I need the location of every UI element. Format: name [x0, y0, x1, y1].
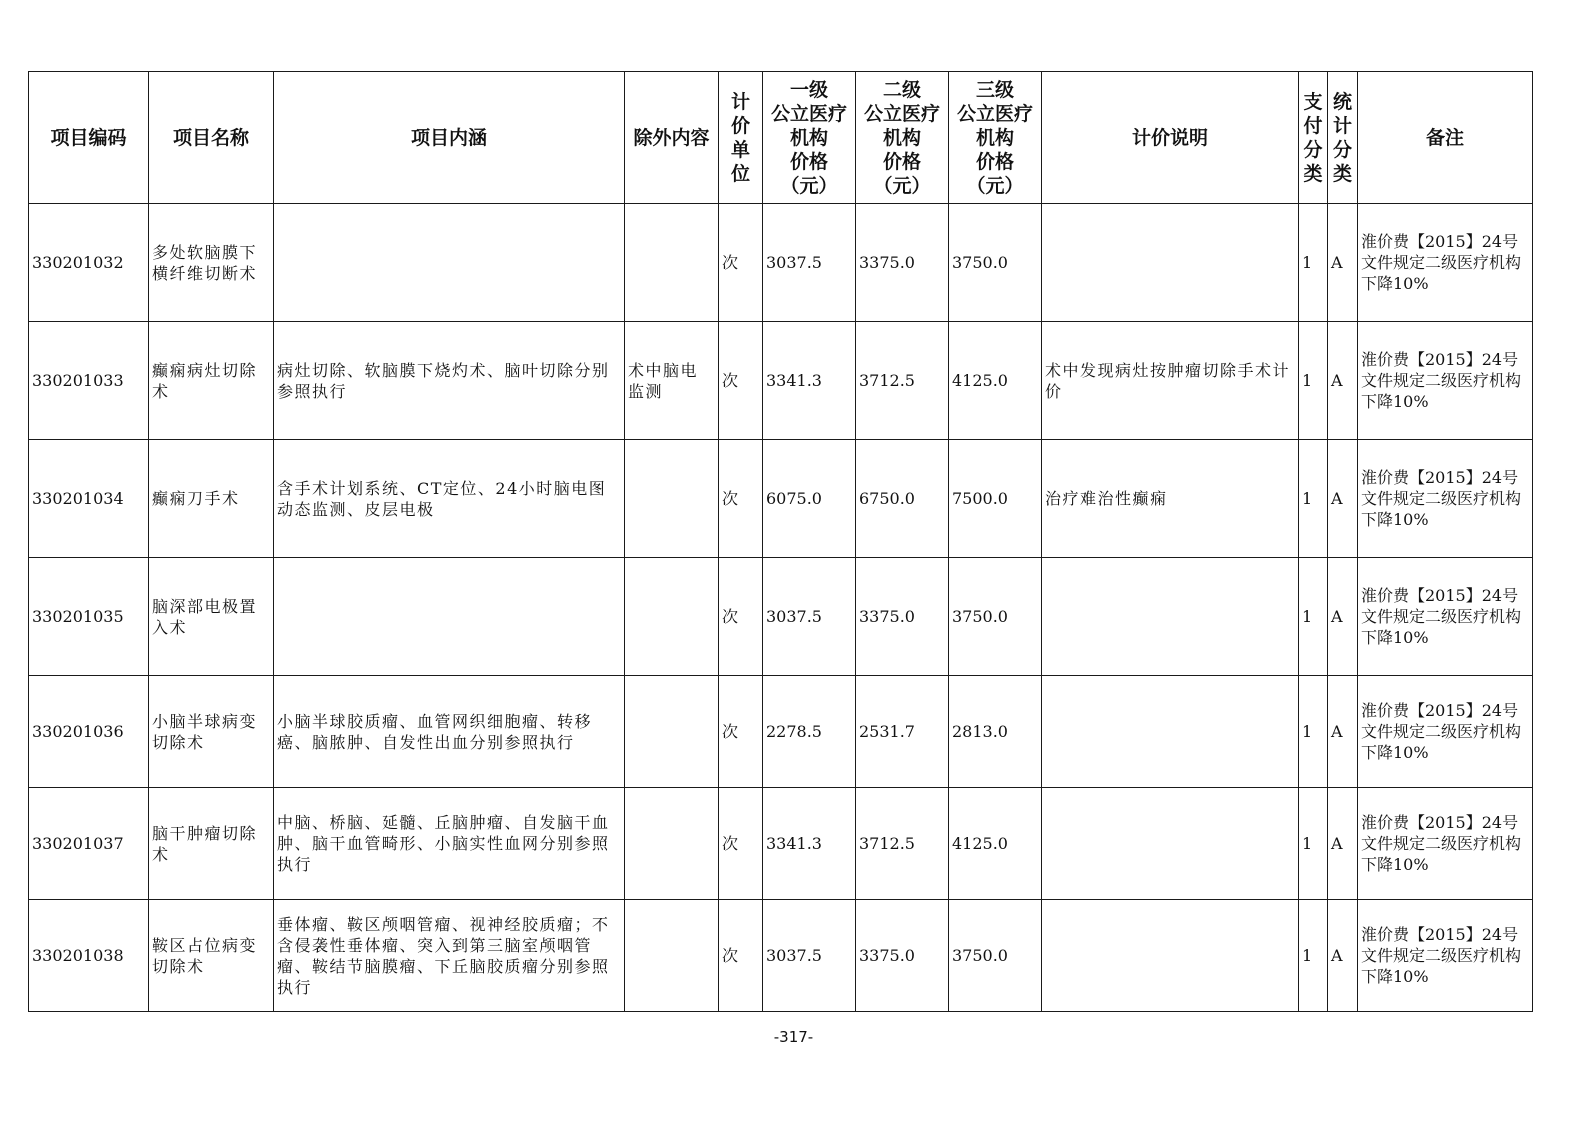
cell-statistics-category: A [1328, 204, 1358, 322]
cell-price-level1: 3341.3 [763, 788, 856, 900]
table-row [29, 558, 1533, 676]
price-table [28, 71, 1533, 1012]
cell-remark: 淮价费【2015】24号文件规定二级医疗机构下降10% [1358, 440, 1533, 558]
cell-pricing-note [1042, 676, 1299, 788]
cell-price-level2: 3712.5 [856, 322, 949, 440]
cell-price-level2: 3375.0 [856, 558, 949, 676]
header-row [29, 72, 1533, 204]
cell-price-level3: 4125.0 [949, 788, 1042, 900]
cell-name: 癫痫病灶切除术 [149, 322, 274, 440]
cell-unit: 次 [719, 900, 763, 1012]
cell-name: 小脑半球病变切除术 [149, 676, 274, 788]
cell-payment-category: 1 [1299, 558, 1328, 676]
cell-price-level2: 3712.5 [856, 788, 949, 900]
table-row [29, 322, 1533, 440]
cell-remark: 淮价费【2015】24号文件规定二级医疗机构下降10% [1358, 900, 1533, 1012]
cell-code: 330201037 [29, 788, 149, 900]
cell-remark: 淮价费【2015】24号文件规定二级医疗机构下降10% [1358, 204, 1533, 322]
header-code: 项目编码 [29, 72, 149, 204]
cell-unit: 次 [719, 440, 763, 558]
cell-content: 小脑半球胶质瘤、血管网织细胞瘤、转移癌、脑脓肿、自发性出血分别参照执行 [274, 676, 625, 788]
header-unit: 计价单位 [719, 72, 763, 204]
cell-name: 脑干肿瘤切除术 [149, 788, 274, 900]
cell-excluded [625, 676, 719, 788]
cell-payment-category: 1 [1299, 440, 1328, 558]
cell-excluded [625, 558, 719, 676]
cell-statistics-category: A [1328, 900, 1358, 1012]
header-price-level3: 三级 公立医疗 机构 价格 （元） [949, 72, 1042, 204]
cell-code: 330201032 [29, 204, 149, 322]
cell-excluded [625, 204, 719, 322]
cell-price-level1: 3341.3 [763, 322, 856, 440]
cell-excluded: 术中脑电监测 [625, 322, 719, 440]
cell-unit: 次 [719, 322, 763, 440]
cell-content: 含手术计划系统、CT定位、24小时脑电图动态监测、皮层电极 [274, 440, 625, 558]
cell-excluded [625, 900, 719, 1012]
cell-price-level3: 2813.0 [949, 676, 1042, 788]
cell-price-level2: 3375.0 [856, 900, 949, 1012]
cell-pricing-note: 治疗难治性癫痫 [1042, 440, 1299, 558]
cell-code: 330201036 [29, 676, 149, 788]
cell-statistics-category: A [1328, 558, 1358, 676]
table-row [29, 440, 1533, 558]
cell-pricing-note [1042, 900, 1299, 1012]
table-row [29, 676, 1533, 788]
cell-name: 脑深部电极置入术 [149, 558, 274, 676]
cell-excluded [625, 788, 719, 900]
cell-price-level1: 3037.5 [763, 900, 856, 1012]
cell-code: 330201038 [29, 900, 149, 1012]
cell-price-level2: 3375.0 [856, 204, 949, 322]
header-payment-category: 支付分类 [1299, 72, 1328, 204]
header-price-level1: 一级 公立医疗 机构 价格 （元） [763, 72, 856, 204]
cell-price-level1: 6075.0 [763, 440, 856, 558]
cell-statistics-category: A [1328, 788, 1358, 900]
cell-name: 鞍区占位病变切除术 [149, 900, 274, 1012]
cell-payment-category: 1 [1299, 900, 1328, 1012]
cell-price-level1: 3037.5 [763, 204, 856, 322]
cell-excluded [625, 440, 719, 558]
cell-code: 330201034 [29, 440, 149, 558]
cell-pricing-note: 术中发现病灶按肿瘤切除手术计价 [1042, 322, 1299, 440]
cell-statistics-category: A [1328, 440, 1358, 558]
cell-price-level2: 6750.0 [856, 440, 949, 558]
cell-payment-category: 1 [1299, 788, 1328, 900]
header-content: 项目内涵 [274, 72, 625, 204]
cell-price-level3: 3750.0 [949, 558, 1042, 676]
cell-unit: 次 [719, 204, 763, 322]
cell-price-level3: 4125.0 [949, 322, 1042, 440]
cell-pricing-note [1042, 558, 1299, 676]
header-statistics-category: 统计分类 [1328, 72, 1358, 204]
cell-price-level3: 7500.0 [949, 440, 1042, 558]
cell-content: 病灶切除、软脑膜下烧灼术、脑叶切除分别参照执行 [274, 322, 625, 440]
cell-payment-category: 1 [1299, 322, 1328, 440]
cell-price-level1: 2278.5 [763, 676, 856, 788]
cell-content: 垂体瘤、鞍区颅咽管瘤、视神经胶质瘤；不含侵袭性垂体瘤、突入到第三脑室颅咽管瘤、鞍结节脑膜瘤、下丘脑胶质瘤分别参照执行 [274, 900, 625, 1012]
cell-pricing-note [1042, 204, 1299, 322]
cell-remark: 淮价费【2015】24号文件规定二级医疗机构下降10% [1358, 558, 1533, 676]
cell-statistics-category: A [1328, 676, 1358, 788]
cell-remark: 淮价费【2015】24号文件规定二级医疗机构下降10% [1358, 676, 1533, 788]
header-name: 项目名称 [149, 72, 274, 204]
cell-pricing-note [1042, 788, 1299, 900]
cell-price-level2: 2531.7 [856, 676, 949, 788]
cell-unit: 次 [719, 676, 763, 788]
table-row [29, 900, 1533, 1012]
cell-content [274, 558, 625, 676]
page-number: -317- [773, 1028, 814, 1046]
cell-content [274, 204, 625, 322]
header-pricing-note: 计价说明 [1042, 72, 1299, 204]
cell-payment-category: 1 [1299, 676, 1328, 788]
table-row [29, 788, 1533, 900]
cell-price-level3: 3750.0 [949, 900, 1042, 1012]
cell-price-level3: 3750.0 [949, 204, 1042, 322]
cell-name: 多处软脑膜下横纤维切断术 [149, 204, 274, 322]
cell-content: 中脑、桥脑、延髓、丘脑肿瘤、自发脑干血肿、脑干血管畸形、小脑实性血网分别参照执行 [274, 788, 625, 900]
table-row [29, 204, 1533, 322]
cell-code: 330201033 [29, 322, 149, 440]
cell-statistics-category: A [1328, 322, 1358, 440]
cell-payment-category: 1 [1299, 204, 1328, 322]
cell-unit: 次 [719, 788, 763, 900]
cell-name: 癫痫刀手术 [149, 440, 274, 558]
cell-remark: 淮价费【2015】24号文件规定二级医疗机构下降10% [1358, 788, 1533, 900]
header-excluded: 除外内容 [625, 72, 719, 204]
cell-remark: 淮价费【2015】24号文件规定二级医疗机构下降10% [1358, 322, 1533, 440]
header-price-level2: 二级 公立医疗 机构 价格 （元） [856, 72, 949, 204]
cell-code: 330201035 [29, 558, 149, 676]
header-remark: 备注 [1358, 72, 1533, 204]
cell-price-level1: 3037.5 [763, 558, 856, 676]
cell-unit: 次 [719, 558, 763, 676]
